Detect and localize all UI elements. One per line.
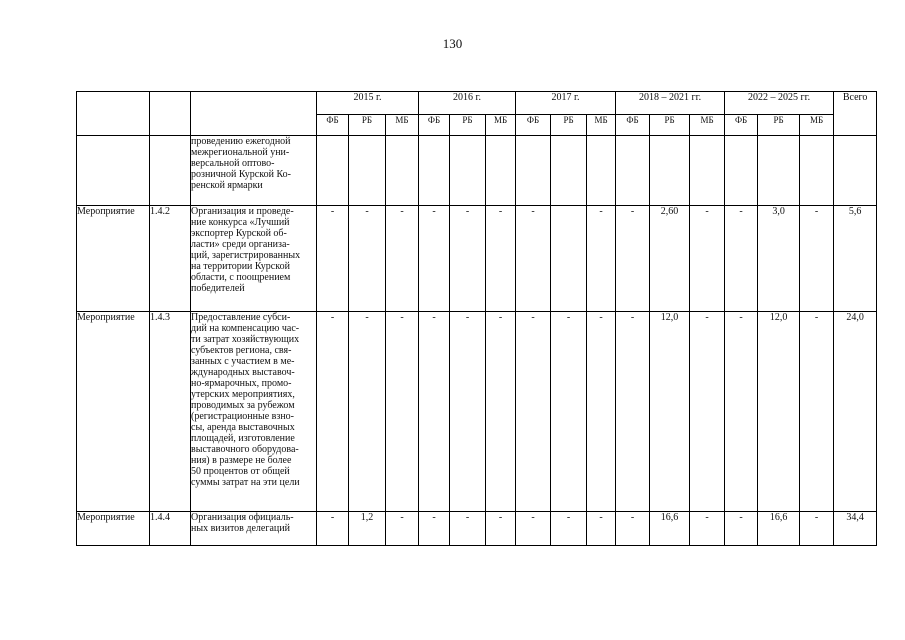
row-name-line: 50 процентов от общей: [191, 466, 290, 477]
value-cell: [690, 136, 725, 206]
value-cell: 3,0: [758, 206, 800, 312]
page-number: 130: [442, 36, 463, 51]
row-name-line: сы, аренда выставочных: [191, 422, 295, 433]
value-cell: -: [516, 312, 551, 512]
row-total-cell: 24,0: [834, 312, 877, 512]
row-name-line: (регистрационные взно-: [191, 411, 295, 422]
budget-sub-header: РБ: [349, 115, 386, 136]
row-name-line: проводимых за рубежом: [191, 400, 295, 411]
budget-sub-header: ФБ: [725, 115, 758, 136]
row-name-line: субъектов региона, свя-: [191, 345, 292, 356]
budget-sub-header: МБ: [800, 115, 834, 136]
row-name-line: ных визитов делегаций: [191, 523, 290, 534]
value-cell: [650, 136, 690, 206]
row-type-cell: Мероприятие: [77, 512, 150, 546]
value-cell: -: [800, 206, 834, 312]
value-cell: -: [450, 206, 486, 312]
row-total-cell: 5,6: [834, 206, 877, 312]
value-cell: [587, 136, 616, 206]
value-cell: -: [317, 312, 349, 512]
value-cell: -: [349, 206, 386, 312]
row-name-line: ренской ярмарки: [191, 180, 263, 191]
row-type-cell: Мероприятие: [77, 312, 150, 512]
value-cell: [386, 136, 419, 206]
budget-sub-header: РБ: [650, 115, 690, 136]
value-cell: [616, 136, 650, 206]
budget-sub-header: МБ: [386, 115, 419, 136]
budget-sub-header: МБ: [587, 115, 616, 136]
year-header-2018-2021: 2018 – 2021 гг.: [616, 92, 725, 115]
row-name-line: выставочного оборудова-: [191, 444, 299, 455]
value-cell: -: [725, 206, 758, 312]
row-name-line: экспортер Курской об-: [191, 228, 287, 239]
value-cell: [551, 206, 587, 312]
row-number-cell: [150, 136, 191, 206]
value-cell: -: [386, 206, 419, 312]
row-total-cell: 34,4: [834, 512, 877, 546]
row-number-cell: 1.4.2: [150, 206, 191, 312]
row-name-line: ния) в размере не более: [191, 455, 292, 466]
table-row: [77, 312, 877, 512]
row-name-line: но-ярмарочных, промо-: [191, 378, 292, 389]
value-cell: -: [800, 312, 834, 512]
budget-sub-header: ФБ: [516, 115, 551, 136]
row-number-cell: 1.4.3: [150, 312, 191, 512]
row-name-line: дий на компенсацию час-: [191, 323, 300, 334]
value-cell: 12,0: [758, 312, 800, 512]
budget-sub-header: РБ: [551, 115, 587, 136]
value-cell: [317, 136, 349, 206]
row-name-cell: [191, 206, 317, 312]
budget-sub-header: РБ: [758, 115, 800, 136]
budget-sub-header: ФБ: [616, 115, 650, 136]
row-type-cell: [77, 136, 150, 206]
budget-sub-header: РБ: [450, 115, 486, 136]
value-cell: -: [800, 512, 834, 546]
table-row: [77, 206, 877, 312]
value-cell: [419, 136, 450, 206]
row-name-line: победителей: [191, 283, 245, 294]
value-cell: -: [419, 206, 450, 312]
row-name-line: версальной оптово-: [191, 158, 275, 169]
value-cell: -: [551, 512, 587, 546]
value-cell: 2,60: [650, 206, 690, 312]
value-cell: -: [386, 512, 419, 546]
value-cell: -: [419, 312, 450, 512]
value-cell: 1,2: [349, 512, 386, 546]
row-total-cell: [834, 136, 877, 206]
value-cell: -: [516, 206, 551, 312]
value-cell: -: [690, 206, 725, 312]
value-cell: -: [587, 512, 616, 546]
value-cell: [551, 136, 587, 206]
row-name-line: розничной Курской Ко-: [191, 169, 291, 180]
value-cell: -: [690, 312, 725, 512]
value-cell: [516, 136, 551, 206]
year-header-2022-2025: 2022 – 2025 гг.: [725, 92, 834, 115]
value-cell: -: [616, 312, 650, 512]
row-number-cell: 1.4.4: [150, 512, 191, 546]
row-name-line: на территории Курской: [191, 261, 290, 272]
row-name-line: утерских мероприятиях,: [191, 389, 295, 400]
value-cell: -: [725, 512, 758, 546]
value-cell: -: [486, 312, 516, 512]
row-name-line: ласти» среди организа-: [191, 239, 290, 250]
row-name-line: Предоставление субси-: [191, 312, 291, 323]
value-cell: -: [516, 512, 551, 546]
value-cell: -: [486, 512, 516, 546]
value-cell: -: [317, 512, 349, 546]
value-cell: -: [450, 312, 486, 512]
row-name-line: ние конкурса «Лучший: [191, 217, 290, 228]
row-name-line: области, с поощрением: [191, 272, 291, 283]
row-name-cell: [191, 136, 317, 206]
value-cell: -: [587, 206, 616, 312]
value-cell: -: [486, 206, 516, 312]
value-cell: -: [450, 512, 486, 546]
total-header: Всего: [834, 92, 877, 136]
header-row-years: [77, 92, 877, 115]
row-type-cell: Мероприятие: [77, 206, 150, 312]
header-name-cell: [191, 92, 317, 136]
budget-sub-header: МБ: [690, 115, 725, 136]
value-cell: 16,6: [758, 512, 800, 546]
value-cell: -: [551, 312, 587, 512]
budget-sub-header: МБ: [486, 115, 516, 136]
row-name-line: проведению ежегодной: [191, 136, 291, 147]
value-cell: [725, 136, 758, 206]
value-cell: -: [616, 512, 650, 546]
row-name-line: ций, зарегистрированных: [191, 250, 301, 261]
value-cell: -: [349, 312, 386, 512]
budget-table: [76, 91, 877, 546]
row-name-line: Организация официаль-: [191, 512, 294, 523]
value-cell: 16,6: [650, 512, 690, 546]
row-name-cell: [191, 312, 317, 512]
table-body: [77, 136, 877, 546]
budget-sub-header: ФБ: [419, 115, 450, 136]
table-row: [77, 136, 877, 206]
year-header-2015: 2015 г.: [317, 92, 419, 115]
row-name-line: занных с участием в ме-: [191, 356, 295, 367]
value-cell: [349, 136, 386, 206]
value-cell: [450, 136, 486, 206]
value-cell: -: [690, 512, 725, 546]
header-number-cell: [150, 92, 191, 136]
row-name-line: суммы затрат на эти цели: [191, 477, 300, 488]
year-header-2016: 2016 г.: [419, 92, 516, 115]
value-cell: -: [317, 206, 349, 312]
row-name-line: межрегиональной уни-: [191, 147, 290, 158]
value-cell: [758, 136, 800, 206]
row-name-line: ти затрат хозяйствующих: [191, 334, 300, 345]
value-cell: -: [616, 206, 650, 312]
budget-sub-header: ФБ: [317, 115, 349, 136]
value-cell: [486, 136, 516, 206]
row-name-line: Организация и проведе-: [191, 206, 294, 217]
row-name-line: ждународных выставоч-: [191, 367, 295, 378]
value-cell: -: [725, 312, 758, 512]
row-name-cell: [191, 512, 317, 546]
value-cell: 12,0: [650, 312, 690, 512]
value-cell: -: [419, 512, 450, 546]
value-cell: -: [386, 312, 419, 512]
header-type-cell: [77, 92, 150, 136]
value-cell: -: [587, 312, 616, 512]
row-name-line: площадей, изготовление: [191, 433, 295, 444]
table-row: [77, 512, 877, 546]
value-cell: [800, 136, 834, 206]
year-header-2017: 2017 г.: [516, 92, 616, 115]
